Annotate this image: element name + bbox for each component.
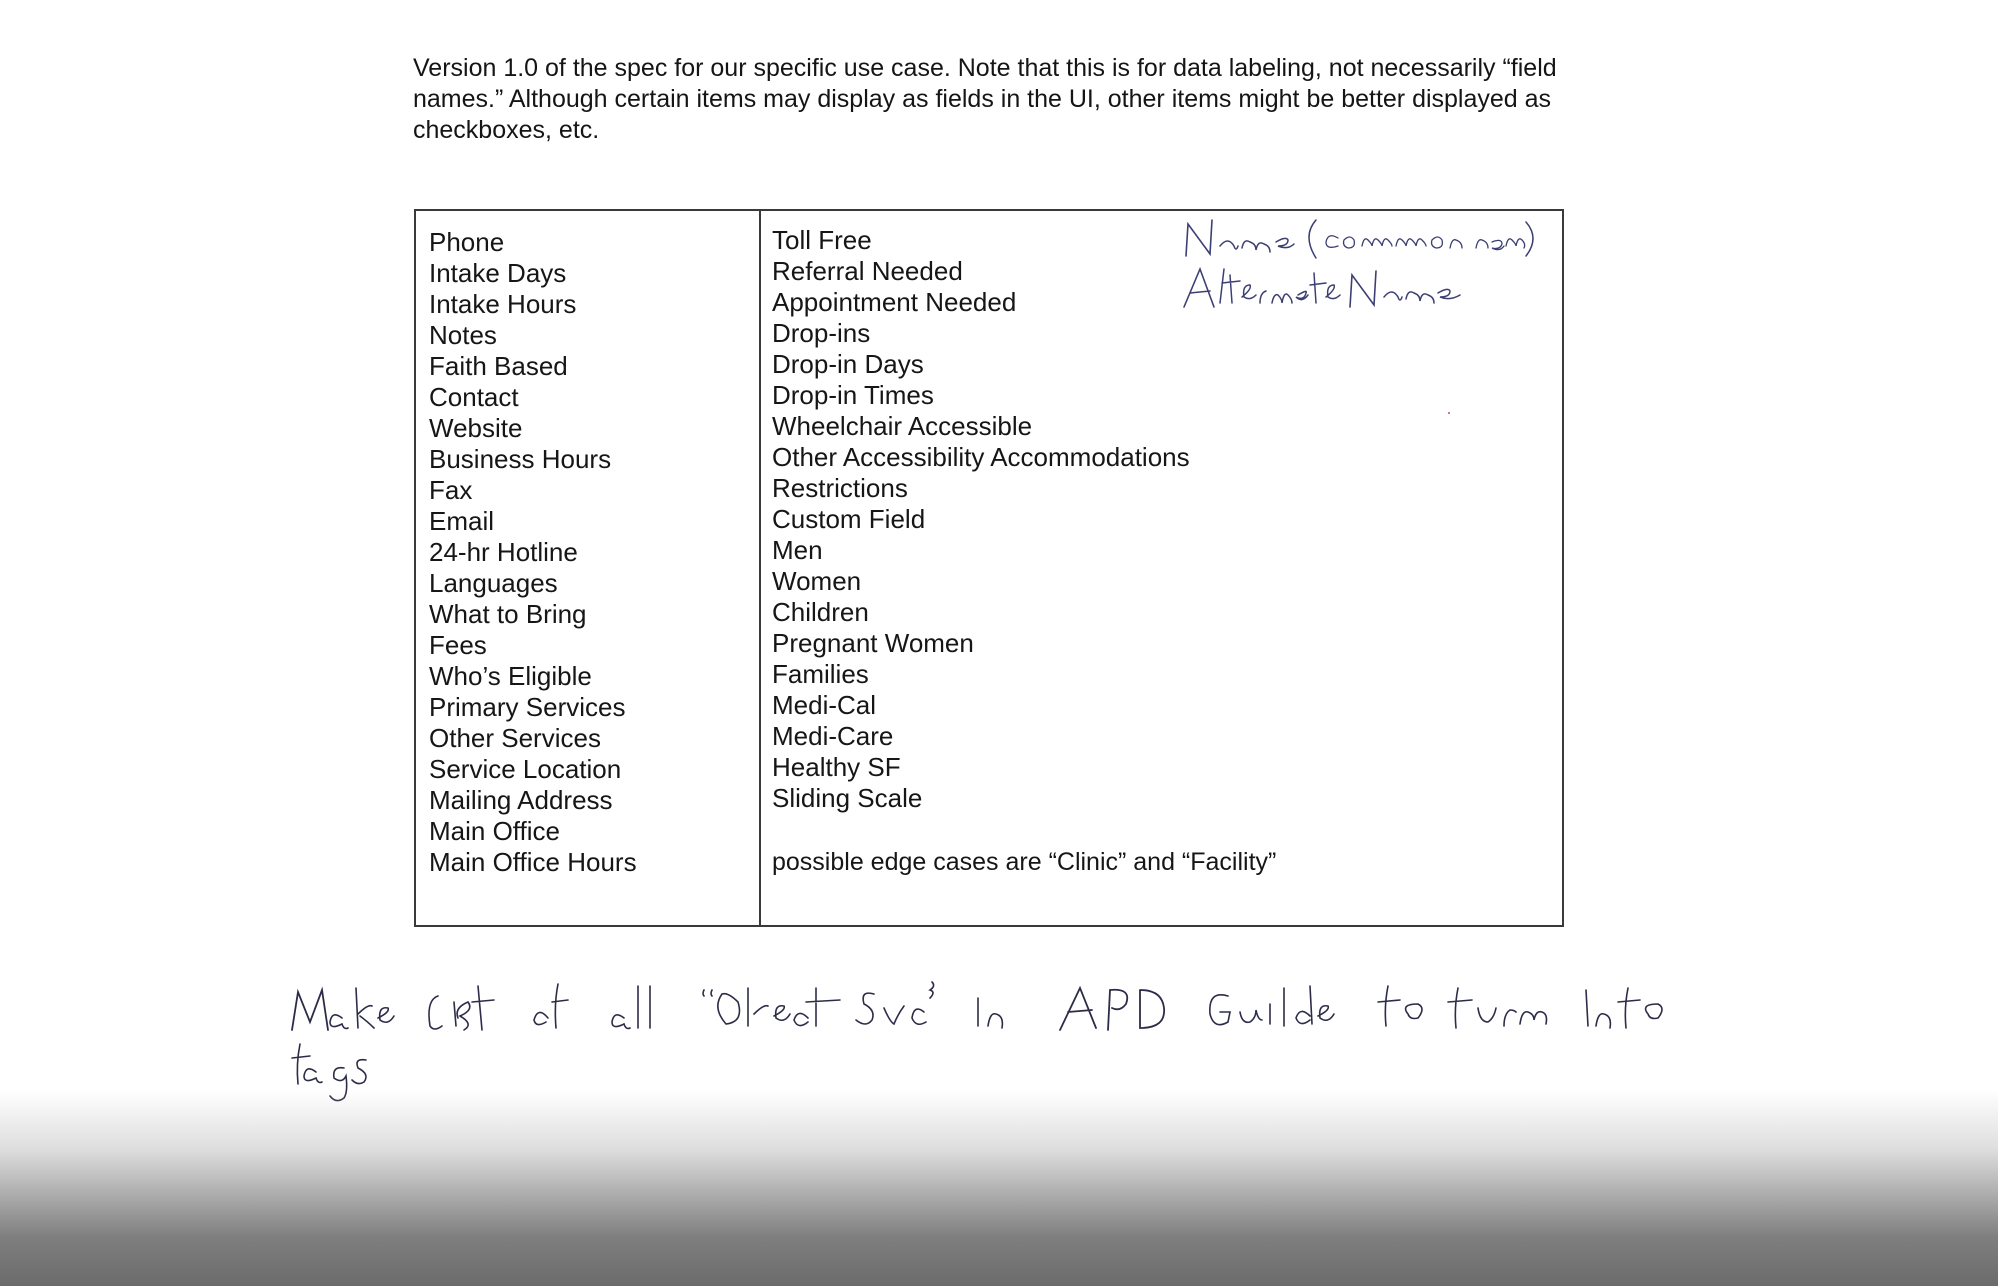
left-field-item: Primary Services <box>429 692 626 722</box>
right-field-item: Medi-Cal <box>772 690 877 720</box>
right-field-item: Wheelchair Accessible <box>772 411 1033 441</box>
left-field-item: 24-hr Hotline <box>429 537 578 567</box>
left-field-item: Main Office Hours <box>429 847 637 877</box>
right-field-list <box>772 225 1190 814</box>
right-field-item: Men <box>772 535 823 565</box>
left-field-item: Who’s Eligible <box>429 661 592 691</box>
left-field-item: Service Location <box>429 754 622 784</box>
left-field-item: Languages <box>429 568 558 598</box>
right-field-item: Drop-in Times <box>772 380 934 410</box>
left-field-item: Contact <box>429 382 519 412</box>
right-field-item: Healthy SF <box>772 752 901 782</box>
left-field-item: Other Services <box>429 723 601 753</box>
left-field-item: Fees <box>429 630 487 660</box>
left-field-item: Phone <box>429 227 505 257</box>
left-field-item: Notes <box>429 320 497 350</box>
left-field-item: Faith Based <box>429 351 568 381</box>
left-field-item: What to Bring <box>429 599 587 629</box>
right-field-item: Medi-Care <box>772 721 894 751</box>
handwritten-name-note <box>1180 212 1540 262</box>
edge-case-note: possible edge cases are “Clinic” and “Facility” <box>772 848 1277 876</box>
column-divider <box>759 211 761 925</box>
left-field-list <box>429 227 637 878</box>
field-spec-table <box>414 209 1564 927</box>
left-field-item: Fax <box>429 475 473 505</box>
intro-paragraph: Version 1.0 of the spec for our specific use case. Note that this is for data labeling, not necessarily “field names.” Although certain items may display as fields in the UI, other items might be better displayed as checkboxes, etc. <box>413 54 1557 144</box>
right-field-item: Drop-in Days <box>772 349 924 379</box>
right-field-item: Children <box>772 597 869 627</box>
left-field-item: Email <box>429 506 495 536</box>
handwritten-alternate-note <box>1180 263 1460 313</box>
right-field-item: Other Accessibility Accommodations <box>772 442 1190 472</box>
left-field-item: Intake Hours <box>429 289 577 319</box>
right-field-item: Referral Needed <box>772 256 963 286</box>
right-field-item: Appointment Needed <box>772 287 1017 317</box>
left-field-item: Main Office <box>429 816 561 846</box>
stray-mark <box>1448 412 1450 414</box>
handwritten-note-line-1 <box>288 978 1688 1048</box>
right-field-item: Women <box>772 566 862 596</box>
scan-bottom-shadow <box>0 1090 1998 1286</box>
left-field-item: Mailing Address <box>429 785 613 815</box>
right-field-item: Toll Free <box>772 225 872 255</box>
right-field-item: Pregnant Women <box>772 628 974 658</box>
right-field-item: Sliding Scale <box>772 783 923 813</box>
left-field-item: Website <box>429 413 523 443</box>
right-field-item: Restrictions <box>772 473 908 503</box>
right-field-item: Drop-ins <box>772 318 871 348</box>
right-field-item: Custom Field <box>772 504 926 534</box>
right-field-item: Families <box>772 659 869 689</box>
left-field-item: Intake Days <box>429 258 567 288</box>
left-field-item: Business Hours <box>429 444 612 474</box>
